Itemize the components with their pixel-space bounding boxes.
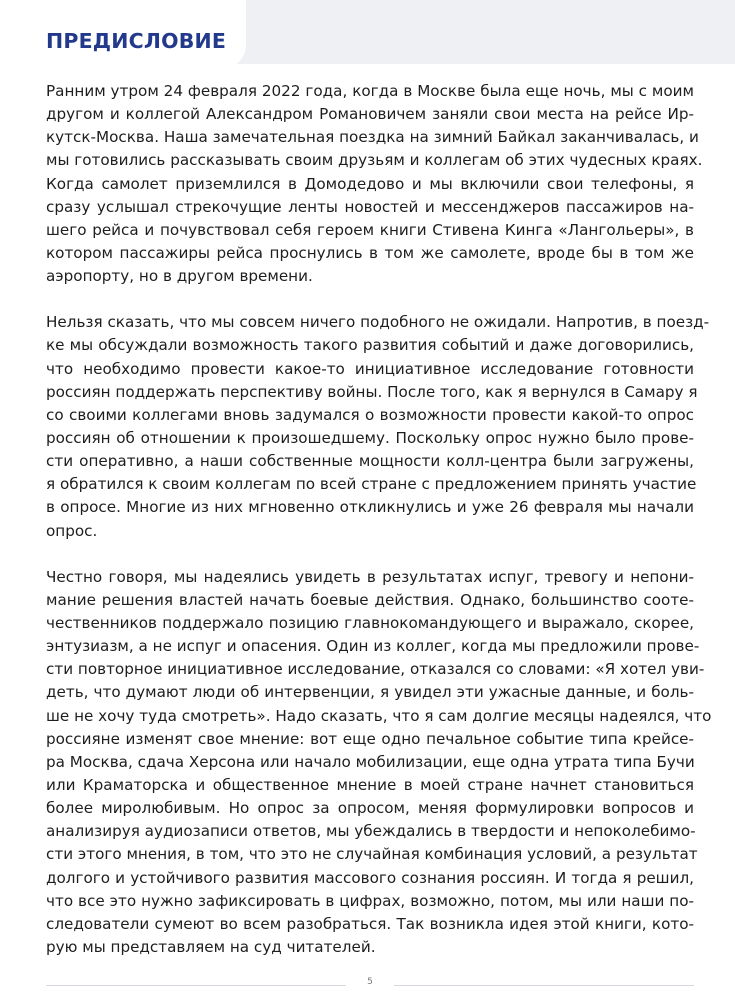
- page-title: ПРЕДИСЛОВИЕ: [46, 29, 227, 53]
- text-line: со своими коллегами вновь задумался о возможности провести какой-то опрос: [46, 405, 694, 424]
- text-line: Нельзя сказать, что мы совсем ничего подобного не ожидали. Напротив, в поезд-: [46, 313, 710, 332]
- text-line: Ранним утром 24 февраля 2022 года, когда в Москве была еще ночь, мы с моим: [46, 82, 694, 100]
- text-line: или Краматорска и общественное мнение в моей стране начнет становиться: [46, 775, 694, 794]
- paragraph: [46, 566, 712, 959]
- text-line: кутск-Москва. Наша замечательная поездка на зимний Байкал заканчивалась, и: [46, 128, 699, 147]
- text-line: сти повторное инициативное исследование, отказался со словами: «Я хотел уви-: [46, 660, 705, 679]
- paragraph: [46, 311, 710, 542]
- text-line: энтузиазм, а не испуг и опасения. Один из коллег, когда мы предложили прове-: [46, 637, 700, 656]
- text-line: шего рейса и почувствовал себя героем книги Стивена Кинга «Лангольеры», в: [46, 220, 694, 239]
- text-line: чественников поддержало позицию главнокомандующего и выражало, скорее,: [46, 613, 694, 632]
- text-line: что необходимо провести какое-то инициативное исследование готовности: [46, 359, 694, 378]
- text-line: сразу услышал стрекочущие ленты новостей и мессенджеров пассажиров на-: [46, 197, 694, 216]
- text-line: долгого и устойчивого развития массового сознания россиян. И тогда я решил,: [46, 868, 694, 887]
- text-line: мание решения властей начать боевые действия. Однако, большинство сооте-: [46, 590, 694, 609]
- text-line: я обратился к своим коллегам по всей стране с предложением принять участие: [46, 475, 697, 494]
- text-line: более миролюбивым. Но опрос за опросом, меняя формулировки вопросов и: [46, 799, 694, 818]
- text-line: Честно говоря, мы надеялись увидеть в результатах испуг, тревогу и непони-: [46, 567, 694, 586]
- paragraph: [46, 80, 703, 288]
- text-line: сти оперативно, а наши собственные мощности колл-центра были загружены,: [46, 452, 694, 471]
- text-line: деть, что думают люди об интервенции, я увидел эти ужасные данные, и боль-: [46, 683, 694, 702]
- text-line: ше не хочу туда смотреть». Надо сказать, что я сам долгие месяцы надеялся, что: [46, 706, 712, 725]
- text-line: что все это нужно зафиксировать в цифрах, возможно, потом, мы или наши по-: [46, 891, 694, 910]
- body-text: [46, 80, 712, 982]
- text-line: аэропорту, но в другом времени.: [46, 267, 313, 286]
- text-line: ра Москва, сдача Херсона или начало мобилизации, еще одна утрата типа Бучи: [46, 752, 695, 771]
- text-line: опрос.: [46, 521, 98, 540]
- page-number: 5: [367, 977, 373, 987]
- text-line: россияне изменят свое мнение: вот еще одно печальное событие типа крейсе-: [46, 729, 694, 748]
- text-line: ке мы обсуждали возможность такого развития событий и даже договорились,: [46, 336, 694, 355]
- footer-divider-right: [394, 985, 694, 986]
- text-line: в опросе. Многие из них мгновенно откликнулись и уже 26 февраля мы начали: [46, 498, 694, 517]
- text-line: следователи сумеют во всем разобраться. Так возникла идея этой книги, кото-: [46, 914, 694, 933]
- footer-divider-left: [46, 985, 346, 986]
- text-line: Когда самолет приземлился в Домодедово и мы включили свои телефоны, я: [46, 174, 694, 193]
- text-line: сти этого мнения, в том, что это не случайная комбинация условий, а результат: [46, 845, 698, 864]
- text-line: россиян поддержать перспективу войны. После того, как я вернулся в Самару я: [46, 382, 698, 401]
- text-line: котором пассажиры рейса проснулись в том же самолете, вроде бы в том же: [46, 243, 694, 262]
- text-line: другом и коллегой Александром Романовичем заняли свои места на рейсе Ир-: [46, 105, 694, 124]
- text-line: мы готовились рассказывать своим друзьям и коллегам об этих чудесных краях.: [46, 151, 703, 170]
- text-line: рую мы представляем на суд читателей.: [46, 937, 376, 956]
- text-line: россиян об отношении к произошедшему. Поскольку опрос нужно было прове-: [46, 428, 694, 447]
- text-line: анализируя аудиозаписи ответов, мы убеждались в твердости и непоколебимо-: [46, 822, 696, 841]
